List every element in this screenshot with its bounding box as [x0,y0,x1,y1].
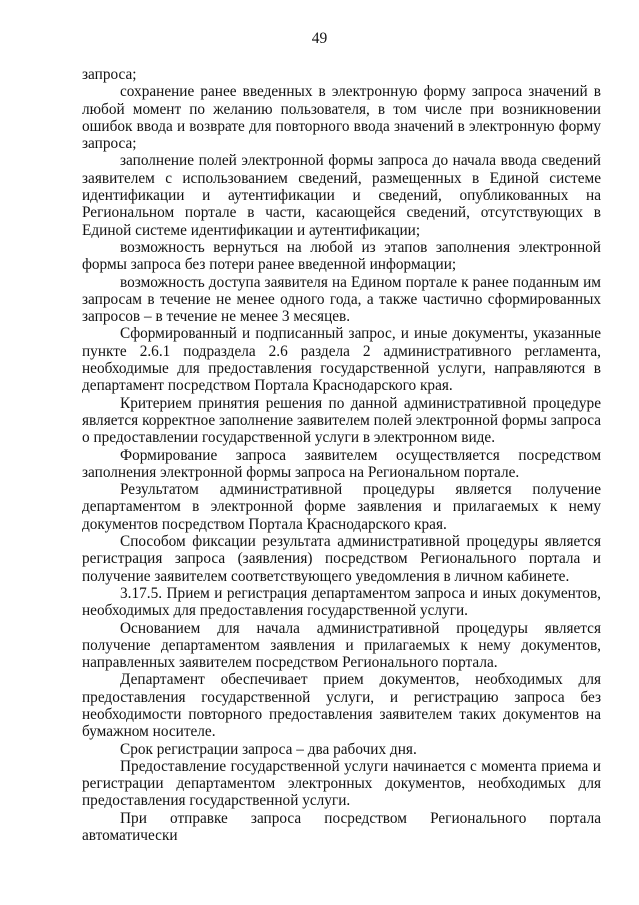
page-number: 49 [311,30,328,47]
paragraph-request-formation: Формирование запроса заявителем осуществляется посредством заполнения электронной формы запроса на Региональном портале. [82,446,601,481]
paragraph-submitted-request: Сформированный и подписанный запрос, и иные документы, указанные пункте 2.6.1 подраздела 2.6 раздела 2 административного регламента, необходимые для предоставления государственной услуги, направляются в департамент посредством Портала Краснодарского края. [82,325,601,395]
document-body [82,66,601,844]
list-item-access-previous-requests: возможность доступа заявителя на Едином портале к ранее поданным им запросам в течение не менее одного года, а также частично сформированных запросов – в течение не менее 3 месяцев. [82,273,601,326]
list-item-return-to-step: возможность вернуться на любой из этапов заполнения электронной формы запроса без потери ранее введенной информации; [82,238,601,274]
paragraph-procedure-result: Результатом административной процедуры является получение департаментом в электронной форме заявления и прилагаемых к нему документов посредством Портала Краснодарского края. [82,481,601,533]
section-heading-3-17-5: 3.17.5. Прием и регистрация департаментом запроса и иных документов, необходимых для предоставления государственной услуги. [82,584,601,620]
paragraph-procedure-basis: Основанием для начала административной процедуры является получение департаментом заявления и прилагаемых к нему документов, направленных заявителем посредством Регионального портала. [82,619,601,672]
paragraph-continuation: запроса; [82,66,137,83]
paragraph-automatic-sending: При отправке запроса посредством Регионального портала автоматически [82,809,601,845]
paragraph-registration-term: Срок регистрации запроса – два рабочих дня. [120,740,417,758]
paragraph-result-fixation: Способом фиксации результата административной процедуры является регистрация запроса (заявления) посредством Регионального портала и получение заявителем соответствующего уведомления в личном кабинете. [82,533,601,585]
list-item-save-values: сохранение ранее введенных в электронную форму запроса значений в любой момент по желанию пользователя, в том числе при возникновении ошибок ввода и возврате для повторного ввода значений в электронную форму запроса; [82,83,601,153]
list-item-prefill-fields: заполнение полей электронной формы запроса до начала ввода сведений заявителем с использованием сведений, размещенных в Единой системе идентификации и аутентификации и сведений, опубликованных на Региональном портале в части, касающейся сведений, отсутствующих в Единой системе идентификации и аутентификации; [82,152,601,239]
paragraph-department-acceptance: Департамент обеспечивает прием документов, необходимых для предоставления государственной услуги, и регистрацию запроса без необходимости повторного предоставления заявителем таких документов на бумажном носителе. [82,671,601,741]
paragraph-decision-criterion: Критерием принятия решения по данной административной процедуре является корректное заполнение заявителем полей электронной формы запроса о предоставлении государственной услуги в электронном виде. [82,394,601,447]
paragraph-service-start: Предоставление государственной услуги начинается с момента приема и регистрации департаментом электронных документов, необходимых для предоставления государственной услуги. [82,757,601,810]
